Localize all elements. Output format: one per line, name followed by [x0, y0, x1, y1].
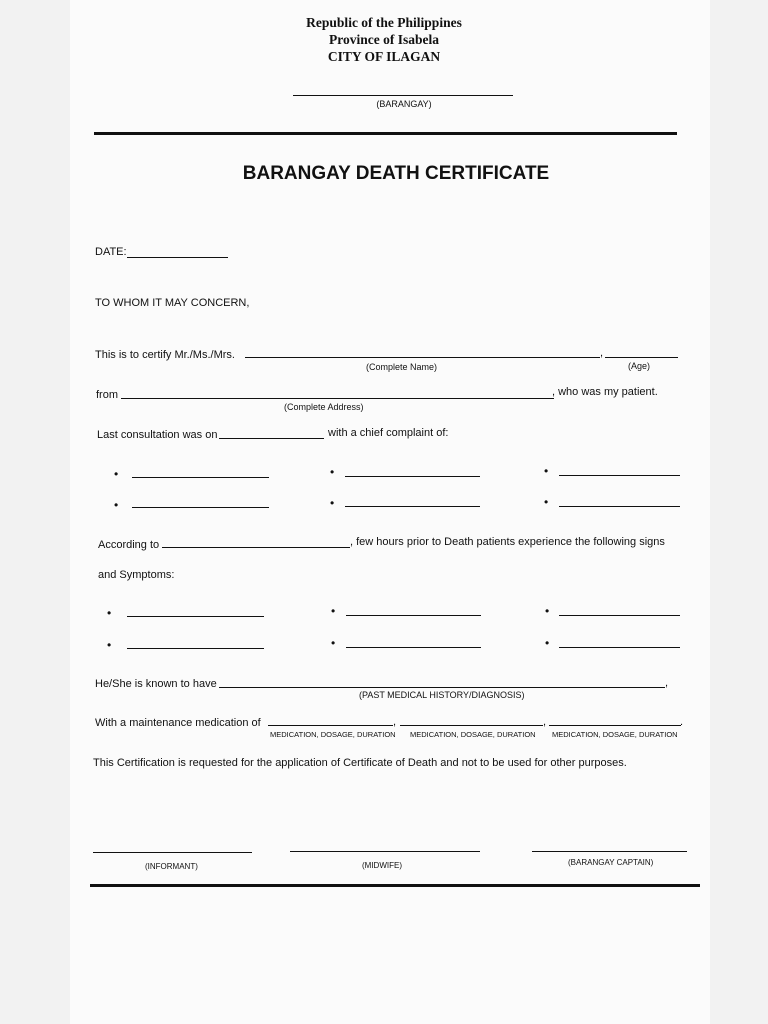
medication-caption: MEDICATION, DOSAGE, DURATION — [410, 730, 536, 739]
bullet-icon: • — [114, 498, 119, 512]
consultation-label: Last consultation was on — [97, 429, 218, 441]
history-caption: (PAST MEDICAL HISTORY/DIAGNOSIS) — [359, 690, 525, 700]
comma: , — [543, 716, 547, 728]
complaint-field[interactable] — [345, 476, 480, 477]
bullet-icon: • — [331, 636, 336, 650]
from-label: from — [96, 389, 118, 401]
barangay-caption: (BARANGAY) — [376, 99, 432, 109]
salutation: TO WHOM IT MAY CONCERN, — [95, 297, 250, 309]
captain-caption: (BARANGAY CAPTAIN) — [568, 858, 654, 867]
comma: , — [665, 677, 669, 689]
complete-address-field[interactable] — [121, 398, 554, 399]
document-title: BARANGAY DEATH CERTIFICATE — [242, 163, 550, 184]
header-province: Province of Isabela — [329, 32, 439, 47]
complaint-label: with a chief complaint of: — [328, 427, 449, 439]
bullet-icon: • — [544, 495, 549, 509]
medical-history-field[interactable] — [219, 687, 665, 688]
informant-caption: (INFORMANT) — [145, 862, 198, 871]
medication-caption: MEDICATION, DOSAGE, DURATION — [270, 730, 396, 739]
bullet-icon: • — [330, 496, 335, 510]
according-field[interactable] — [162, 547, 350, 548]
medication-caption: MEDICATION, DOSAGE, DURATION — [552, 730, 678, 739]
signs-text: , few hours prior to Death patients experience the following signs — [350, 536, 665, 548]
header-city: CITY OF ILAGAN — [327, 49, 441, 64]
complaint-field[interactable] — [559, 475, 680, 476]
symptom-field[interactable] — [559, 615, 680, 616]
header-divider — [94, 132, 677, 135]
footer-divider — [90, 884, 700, 887]
barangay-line[interactable] — [293, 95, 513, 96]
date-label: DATE: — [95, 246, 127, 258]
bullet-icon: • — [331, 604, 336, 618]
complete-address-caption: (Complete Address) — [284, 402, 364, 412]
symptom-field[interactable] — [346, 615, 481, 616]
header-country: Republic of the Philippines — [306, 15, 462, 30]
date-field[interactable] — [127, 257, 228, 258]
age-field[interactable] — [605, 357, 678, 358]
bullet-icon: • — [330, 465, 335, 479]
medication-field[interactable] — [400, 725, 543, 726]
patient-suffix: , who was my patient. — [552, 386, 658, 398]
according-label: According to — [98, 539, 160, 551]
consultation-date-field[interactable] — [219, 438, 324, 439]
bullet-icon: • — [544, 464, 549, 478]
complaint-field[interactable] — [132, 477, 269, 478]
comma: , — [600, 347, 604, 359]
midwife-signature-line[interactable] — [290, 851, 480, 852]
known-label: He/She is known to have — [95, 678, 217, 690]
comma: , — [393, 716, 397, 728]
complete-name-field[interactable] — [245, 357, 600, 358]
complete-name-caption: (Complete Name) — [366, 362, 438, 372]
midwife-caption: (MIDWIFE) — [362, 861, 402, 870]
symptoms-text: and Symptoms: — [98, 569, 175, 581]
symptom-field[interactable] — [127, 648, 264, 649]
captain-signature-line[interactable] — [532, 851, 687, 852]
symptom-field[interactable] — [127, 616, 264, 617]
complaint-field[interactable] — [132, 507, 269, 508]
bullet-icon: • — [107, 638, 112, 652]
complaint-field[interactable] — [345, 506, 480, 507]
bullet-icon: • — [114, 467, 119, 481]
symptom-field[interactable] — [559, 647, 680, 648]
age-caption: (Age) — [628, 361, 651, 371]
certify-label: This is to certify Mr./Ms./Mrs. — [95, 349, 235, 361]
medication-field[interactable] — [268, 725, 393, 726]
period: . — [680, 716, 684, 728]
medication-field[interactable] — [549, 725, 681, 726]
bullet-icon: • — [107, 606, 112, 620]
bullet-icon: • — [545, 636, 550, 650]
symptom-field[interactable] — [346, 647, 481, 648]
bullet-icon: • — [545, 604, 550, 618]
informant-signature-line[interactable] — [93, 852, 252, 853]
maintenance-label: With a maintenance medication of — [95, 717, 261, 729]
purpose-text: This Certification is requested for the application of Certificate of Death and not to be used for other purposes. — [93, 757, 627, 769]
complaint-field[interactable] — [559, 506, 680, 507]
